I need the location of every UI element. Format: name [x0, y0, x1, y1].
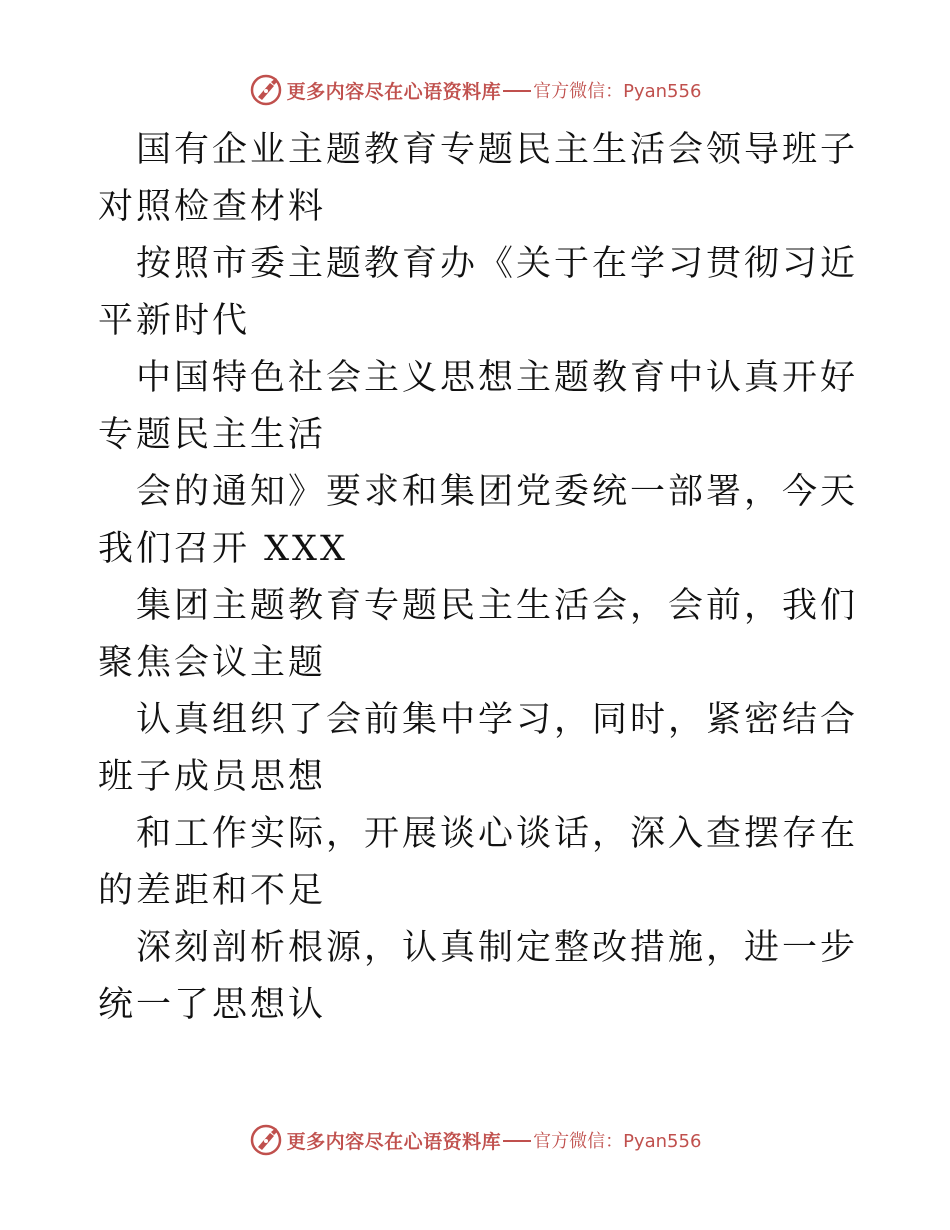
- footer-dash: [503, 1140, 531, 1142]
- header-wechat-text: 官方微信：Pyan556: [533, 81, 702, 102]
- footer-wechat-text: 官方微信：Pyan556: [533, 1131, 702, 1152]
- paragraph-1: 国有企业主题教育专题民主生活会领导班子对照检查材料: [98, 130, 859, 227]
- paragraph-8: 深刻剖析根源，认真制定整改措施，进一步统一了思想认: [98, 928, 859, 1025]
- header-brand-text: 更多内容尽在心语资料库: [286, 80, 502, 103]
- paragraph-3: 中国特色社会主义思想主题教育中认真开好专题民主生活: [98, 358, 859, 455]
- paragraph-5: 集团主题教育专题民主生活会，会前，我们聚焦会议主题: [98, 586, 859, 683]
- header-banner: [0, 70, 950, 110]
- pen-nib-icon: [249, 73, 283, 107]
- paragraph-7: 和工作实际，开展谈心谈话，深入查摆存在的差距和不足: [98, 814, 859, 911]
- pen-nib-icon: [249, 1123, 283, 1157]
- header-dash: [503, 90, 531, 92]
- paragraph-2: 按照市委主题教育办《关于在学习贯彻习近平新时代: [98, 244, 859, 341]
- paragraph-6: 认真组织了会前集中学习，同时，紧密结合班子成员思想: [98, 700, 859, 797]
- paragraph-4: 会的通知》要求和集团党委统一部署，今天我们召开 XXX: [98, 472, 859, 569]
- footer-banner: [0, 1120, 950, 1160]
- document-body: [98, 122, 858, 1034]
- footer-brand-text: 更多内容尽在心语资料库: [286, 1130, 502, 1153]
